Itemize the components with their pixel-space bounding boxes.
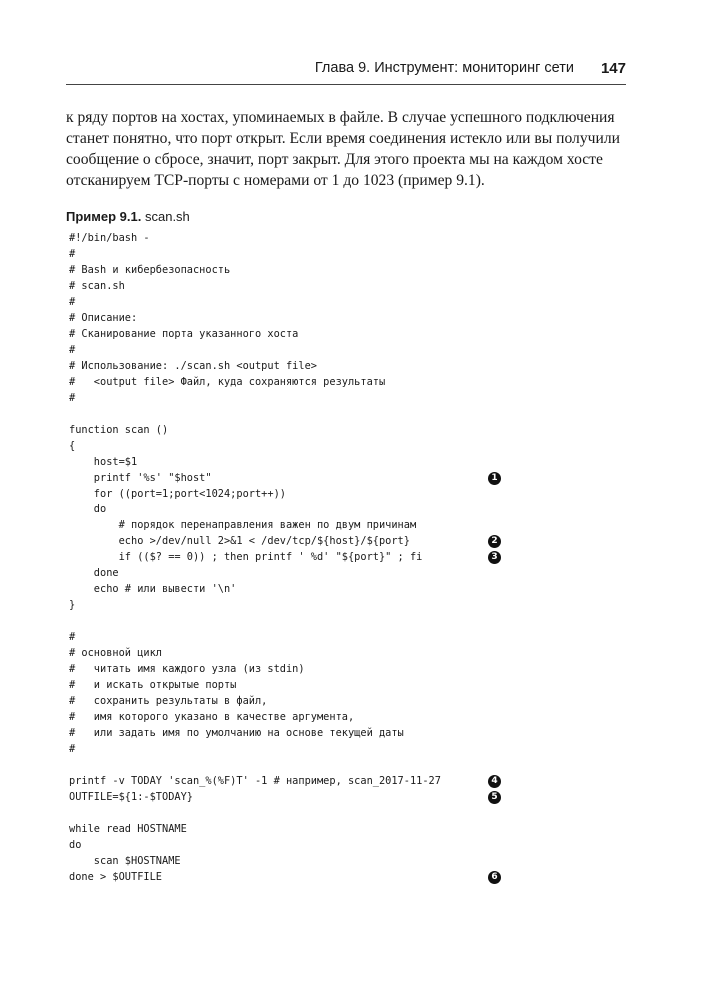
code-line	[69, 518, 499, 534]
code-line-text: # порядок перенаправления важен по двум причинам	[69, 519, 417, 532]
code-line	[69, 870, 499, 886]
code-line-text: if (($? == 0)) ; then printf ' %d' "${port}" ; fi	[69, 551, 423, 564]
code-line	[69, 726, 499, 742]
code-line	[69, 710, 499, 726]
code-line-text: #	[69, 343, 76, 356]
code-line	[69, 311, 499, 327]
code-line-text: while read HOSTNAME	[69, 822, 187, 835]
code-line-text: # основной цикл	[69, 647, 162, 660]
code-line	[69, 343, 499, 359]
code-line-text: #	[69, 631, 76, 644]
code-line-text: printf '%s' "$host"	[69, 471, 212, 484]
example-filename: scan.sh	[144, 209, 190, 224]
code-line-text: #	[69, 743, 76, 755]
code-line	[69, 247, 499, 263]
code-line-text: echo # или вывести '\n'	[69, 583, 237, 596]
paragraph-line: сообщение о сбросе, значит, порт закрыт. Для этого проекта мы на каждом хосте	[66, 151, 603, 168]
code-line	[69, 758, 499, 774]
code-line-text: # или задать имя по умолчанию на основе текущей даты	[69, 727, 404, 740]
code-line-text: # <output file> Файл, куда сохраняются результаты	[69, 375, 386, 388]
header-divider	[66, 84, 626, 85]
code-line-text: do	[69, 503, 107, 516]
code-line	[69, 582, 499, 598]
code-line-text: do	[69, 838, 82, 851]
callout-marker: 1	[488, 472, 501, 485]
code-line	[69, 742, 499, 758]
code-line-text: # Описание:	[69, 311, 138, 324]
code-line-text: # Bash и кибербезопасность	[69, 263, 231, 276]
code-line-text: #!/bin/bash -	[69, 232, 150, 244]
code-line	[69, 534, 499, 550]
code-line	[69, 423, 499, 439]
code-line-text: # сохранить результаты в файл,	[69, 695, 268, 708]
code-line	[69, 566, 499, 582]
code-line-text: function scan ()	[69, 423, 169, 436]
code-line	[69, 279, 499, 295]
example-label: Пример 9.1.	[66, 209, 142, 224]
code-line	[69, 263, 499, 279]
code-line	[69, 694, 499, 710]
code-line	[69, 471, 499, 487]
callout-marker: 3	[488, 551, 501, 564]
callout-marker: 5	[488, 791, 501, 804]
code-line-text: # Использование: ./scan.sh <output file>	[69, 359, 317, 372]
code-line	[69, 327, 499, 343]
code-line	[69, 678, 499, 694]
code-line	[69, 662, 499, 678]
code-line-text: done > $OUTFILE	[69, 870, 162, 883]
callout-marker: 6	[488, 871, 501, 884]
code-line	[69, 439, 499, 455]
callout-marker: 2	[488, 535, 501, 548]
code-line-text: echo >/dev/null 2>&1 < /dev/tcp/${host}/${port}	[69, 535, 410, 548]
code-line-text: #	[69, 295, 76, 308]
code-line	[69, 455, 499, 471]
code-line	[69, 407, 499, 423]
code-line-text: }	[69, 599, 76, 612]
paragraph-line: станет понятно, что порт открыт. Если время соединения истекло или вы получили	[66, 130, 620, 147]
code-line-text: # Сканирование порта указанного хоста	[69, 327, 299, 340]
callout-marker: 4	[488, 775, 501, 788]
code-line	[69, 487, 499, 503]
code-line	[69, 550, 499, 566]
body-paragraph	[66, 107, 626, 191]
paragraph-line: к ряду портов на хостах, упоминаемых в файле. В случае успешного подключения	[66, 109, 615, 126]
code-line-text: # читать имя каждого узла (из stdin)	[69, 663, 305, 676]
code-line	[69, 295, 499, 311]
code-line-text: OUTFILE=${1:-$TODAY}	[69, 790, 193, 803]
code-line	[69, 231, 499, 247]
code-line	[69, 614, 499, 630]
code-line-text: #	[69, 391, 76, 404]
code-line-text: host=$1	[69, 455, 138, 468]
chapter-title: Глава 9. Инструмент: мониторинг сети	[314, 60, 574, 76]
code-line-text: scan $HOSTNAME	[69, 854, 181, 867]
code-line-text: {	[69, 439, 76, 452]
code-line-text: # и искать открытые порты	[69, 679, 237, 692]
code-line-text: printf -v TODAY 'scan_%(%F)T' -1 # например, scan_2017-11-27	[69, 774, 441, 787]
code-listing	[69, 231, 499, 886]
code-line-text: #	[69, 247, 76, 260]
code-line-text: for ((port=1;port<1024;port++))	[69, 487, 286, 500]
code-line	[69, 598, 499, 614]
code-line	[69, 359, 499, 375]
paragraph-line: отсканируем TCP-порты с номерами от 1 до 1023 (пример 9.1).	[66, 172, 485, 189]
code-line	[69, 391, 499, 407]
page-number: 147	[600, 60, 626, 77]
code-line-text: # имя которого указано в качестве аргумента,	[69, 711, 355, 724]
code-line	[69, 646, 499, 662]
code-line-text: # scan.sh	[69, 279, 125, 292]
code-line	[69, 774, 499, 790]
running-header	[66, 60, 626, 82]
code-line	[69, 854, 499, 870]
code-line	[69, 502, 499, 518]
code-line	[69, 630, 499, 646]
code-line	[69, 838, 499, 854]
code-line	[69, 822, 499, 838]
code-line	[69, 806, 499, 822]
code-line	[69, 375, 499, 391]
code-line	[69, 790, 499, 806]
example-caption	[66, 209, 190, 224]
code-line-text: done	[69, 567, 119, 580]
